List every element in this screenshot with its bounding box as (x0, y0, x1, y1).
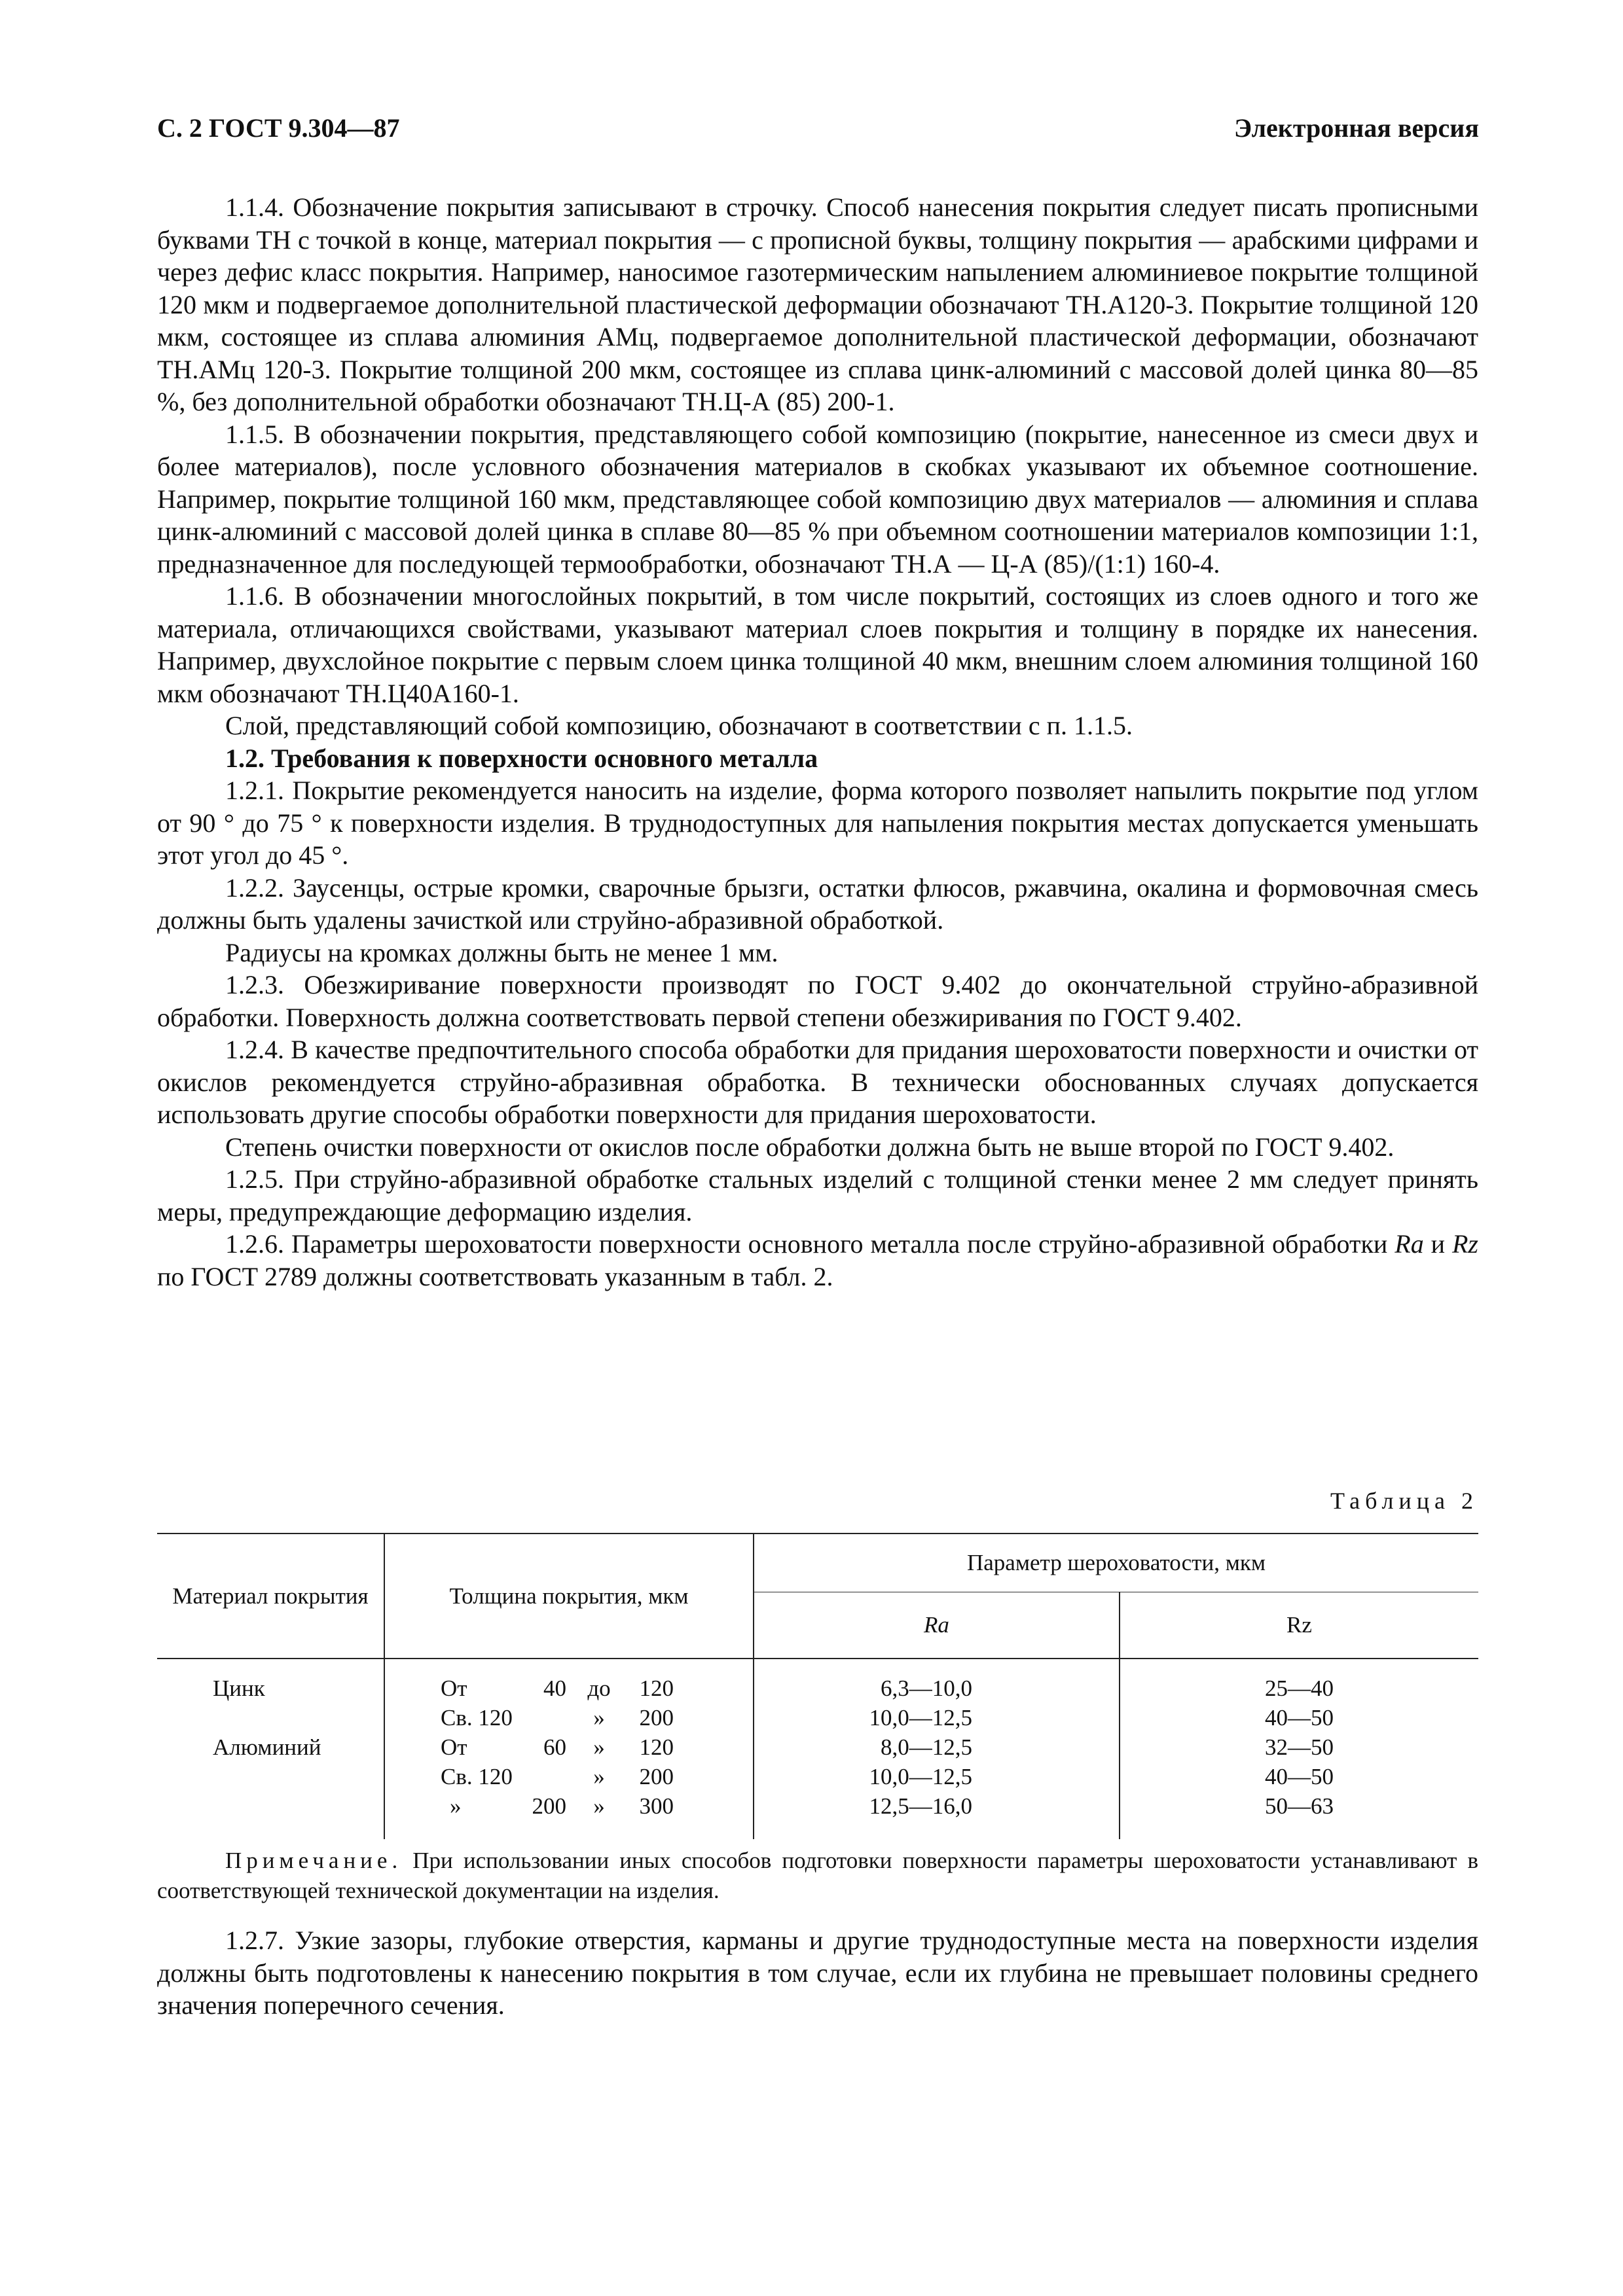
thickness-to: 120 (639, 1734, 674, 1760)
rz-cell: 40—50 (1265, 1764, 1334, 1789)
body-text-continued (157, 1924, 1478, 2022)
header-ra (754, 1592, 1120, 1659)
thickness-to: 300 (639, 1793, 674, 1819)
thickness-from: 40 (543, 1676, 566, 1701)
paragraph-1-1-6: 1.1.6. В обозначении многослойных покрытий, в том числе покрытий, состоящих из слоев одного и того же материала, отличающихся свойствами, указывают материал слоев покрытия и толщину в порядке их нанесения. Например, двухслойное покрытие с первым слоем цинка толщиной 40 мкм, внешним слоем алюминия толщиной 160 мкм обозначают ТН.Ц40А160-1. (157, 581, 1478, 708)
thickness-cell (386, 1732, 752, 1762)
roughness-table (157, 1533, 1478, 1839)
thickness-prefix: Св. 120 (441, 1764, 513, 1789)
ra-cell: 12,5—16,0 (869, 1793, 972, 1819)
thickness-cell (386, 1791, 752, 1821)
paragraph-1-2-2: 1.2.2. Заусенцы, острые кромки, сварочные брызги, остатки флюсов, ржавчина, окалина и формовочная смесь должны быть удалены зачисткой или струйно-абразивной обработкой. (157, 872, 1478, 935)
table-note (157, 1846, 1478, 1906)
paragraph-1-1-4: 1.1.4. Обозначение покрытия записывают в строчку. Способ нанесения покрытия следует писать прописными буквами ТН с точкой в конце, материал покрытия — с прописной буквы, толщину покрытия — арабскими цифрами и через дефис класс покрытия. Например, наносимое газотермическим напылением алюминиевое покрытие толщиной 120 мкм и подвергаемое дополнительной пластической деформации обозначают ТН.А120-3. Покрытие толщиной 120 мкм, состоящее из сплава алюминия АМц, подвергаемое дополнительной пластической деформации, обозначают ТН.АМц 120-3. Покрытие толщиной 200 мкм, состоящее из сплава цинк-алюминий с массовой долей цинка 80—85 %, без дополнительной обработки обозначают ТН.Ц-А (85) 200-1. (157, 192, 1478, 416)
paragraph-1-2-6 (157, 1228, 1478, 1293)
table-row (157, 1659, 1478, 1839)
page-header (157, 113, 1479, 152)
ra-cell: 8,0—12,5 (881, 1734, 972, 1760)
paragraph-edge-radius: Радиусы на кромках должны быть не менее 1 мм. (225, 937, 778, 967)
note-text: При использовании иных способов подготовки поверхности параметры шероховатости устанавливают в соответствующей технической документации на изделия. (157, 1848, 1478, 1903)
rz-cell: 50—63 (1265, 1793, 1334, 1819)
paragraph-1-2-3: 1.2.3. Обезжиривание поверхности производят по ГОСТ 9.402 до окончательной струйно-абразивной обработки. Поверхность должна соответствовать первой степени обезжиривания по ГОСТ 9.402. (157, 970, 1478, 1032)
header-material: Материал покрытия (157, 1534, 384, 1659)
paragraph-oxide-cleaning: Степень очистки поверхности от окислов после обработки должна быть не выше второй по ГОСТ 9.402. (225, 1132, 1395, 1162)
material-column (157, 1659, 384, 1839)
thickness-sep: » (593, 1705, 605, 1731)
thickness-prefix: Св. 120 (441, 1705, 513, 1731)
thickness-prefix: » (450, 1793, 462, 1819)
section-heading-1-2: 1.2. Требования к поверхности основного металла (225, 743, 818, 773)
material-cell: Алюминий (213, 1734, 321, 1760)
paragraph-1-2-4: 1.2.4. В качестве предпочтительного способа обработки для придания шероховатости поверхности и очистки от окислов рекомендуется струйно-абразивная обработка. В технически обоснованных случаях допускается использовать другие способы обработки поверхности для придания шероховатости. (157, 1035, 1478, 1129)
p126-rz: Rz (1452, 1229, 1478, 1259)
material-cell (158, 1703, 383, 1732)
thickness-sep: » (593, 1734, 605, 1760)
table-caption: Таблица 2 (1330, 1488, 1478, 1514)
p126-text-end: по ГОСТ 2789 должны соответствовать указанным в табл. 2. (157, 1261, 833, 1291)
thickness-from: 200 (532, 1793, 566, 1819)
thickness-cell (386, 1703, 752, 1732)
thickness-column (384, 1659, 754, 1839)
body-text (157, 191, 1478, 1293)
rz-cell: 25—40 (1265, 1676, 1334, 1701)
thickness-to: 200 (639, 1764, 674, 1789)
thickness-sep: до (587, 1676, 611, 1701)
rz-cell: 40—50 (1265, 1705, 1334, 1731)
thickness-prefix: От (441, 1676, 467, 1701)
p126-and: и (1423, 1229, 1452, 1259)
thickness-cell (386, 1674, 752, 1703)
paragraph-composition-layer: Слой, представляющий собой композицию, обозначают в соответствии с п. 1.1.5. (225, 711, 1133, 740)
header-version: Электронная версия (1233, 113, 1479, 143)
material-cell: Цинк (213, 1676, 265, 1701)
material-cell (158, 1791, 383, 1821)
ra-cell: 10,0—12,5 (869, 1764, 972, 1789)
header-thickness: Толщина покрытия, мкм (384, 1534, 754, 1659)
header-roughness: Параметр шероховатости, мкм (754, 1534, 1478, 1592)
thickness-prefix: От (441, 1734, 467, 1760)
header-ra-text: Ra (924, 1612, 949, 1638)
thickness-sep: » (593, 1793, 605, 1819)
paragraph-1-2-7: 1.2.7. Узкие зазоры, глубокие отверстия, карманы и другие труднодоступные места на поверхности изделия должны быть подготовлены к нанесению покрытия в том случае, если их глубина не превышает половины среднего значения поперечного сечения. (157, 1926, 1478, 2020)
thickness-sep: » (593, 1764, 605, 1789)
ra-column (754, 1659, 1120, 1839)
thickness-cell (386, 1762, 752, 1791)
thickness-to: 200 (639, 1705, 674, 1731)
material-cell (158, 1762, 383, 1791)
paragraph-1-1-5: 1.1.5. В обозначении покрытия, представляющего собой композицию (покрытие, нанесенное из смеси двух и более материалов), после условного обозначения материалов в скобках указывают их объемное соотношение. Например, покрытие толщиной 160 мкм, представляющее собой композицию двух материалов — алюминия и сплава цинк-алюминий с массовой долей цинка в сплаве 80—85 % при объемном соотношении материалов композиции 1:1, предназначенное для последующей термообработки, обозначают ТН.А — Ц-А (85)/(1:1) 160-4. (157, 419, 1478, 579)
paragraph-1-2-1: 1.2.1. Покрытие рекомендуется наносить на изделие, форма которого позволяет напылить покрытие под углом от 90 ° до 75 ° к поверхности изделия. В труднодоступных для напыления покрытия местах допускается уменьшать этот угол до 45 °. (157, 776, 1478, 870)
p126-text-start: 1.2.6. Параметры шероховатости поверхности основного металла после струйно-абразивной обработки (225, 1229, 1395, 1259)
header-doc-number: С. 2 ГОСТ 9.304—87 (157, 113, 400, 143)
rz-column (1120, 1659, 1478, 1839)
paragraph-1-2-5: 1.2.5. При струйно-абразивной обработке стальных изделий с толщиной стенки менее 2 мм следует принять меры, предупреждающие деформацию изделия. (157, 1164, 1478, 1227)
rz-cell: 32—50 (1265, 1734, 1334, 1760)
ra-cell: 10,0—12,5 (869, 1705, 972, 1731)
thickness-to: 120 (639, 1676, 674, 1701)
note-label: Примечание. (225, 1848, 403, 1873)
header-rz: Rz (1120, 1592, 1478, 1659)
p126-ra: Ra (1395, 1229, 1424, 1259)
ra-cell: 6,3—10,0 (881, 1676, 972, 1701)
thickness-from: 60 (543, 1734, 566, 1760)
